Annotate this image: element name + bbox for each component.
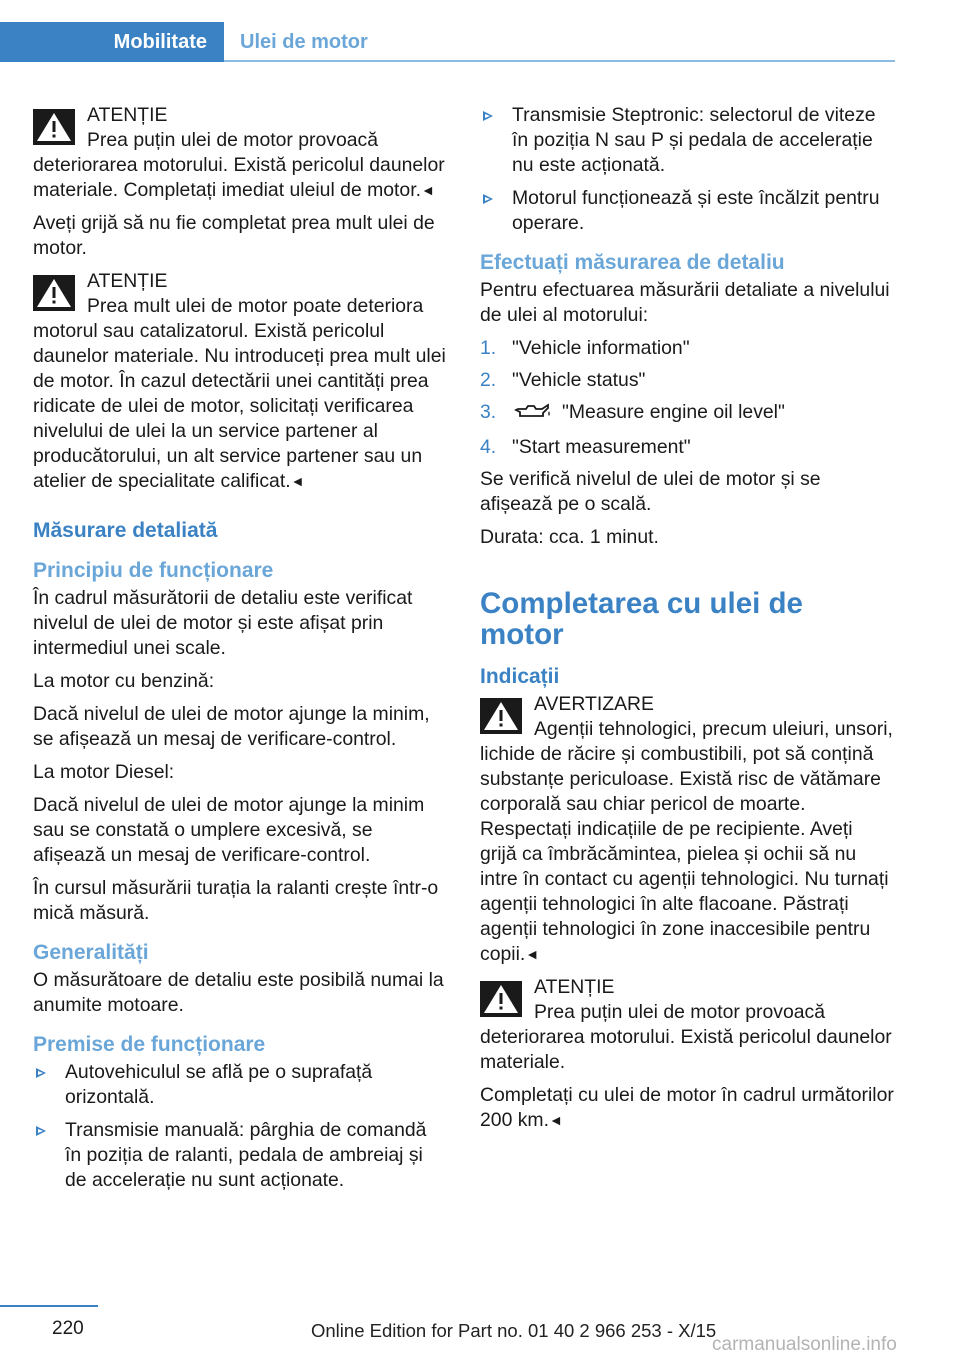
- section-heading: Măsurare detaliată: [33, 519, 218, 542]
- subsection-heading: Efectuați măsurarea de detaliu: [480, 251, 785, 274]
- step-text: "Measure engine oil level": [562, 401, 785, 423]
- step-text: "Vehicle status": [512, 369, 646, 391]
- tab-ulei-de-motor: Ulei de motor: [240, 30, 368, 53]
- step-number: 4.: [480, 436, 497, 458]
- list-item: [480, 400, 894, 428]
- page-number: 220: [52, 1318, 84, 1339]
- warning-title: AVERTIZARE: [534, 693, 654, 715]
- paragraph: Pentru efectuarea măsurării detaliate a nivelului de ulei al motorului:: [480, 279, 890, 326]
- paragraph: Se verifică nivelul de ulei de motor și se afișează pe o scală.: [480, 468, 821, 515]
- list-item: Transmisie manuală: pârghia de comandă în poziția de ralanti, pedala de ambreiaj și de accelerație nu sunt acționate.: [33, 1118, 447, 1193]
- paragraph: [480, 1083, 894, 1133]
- prerequisite-list: [33, 1060, 447, 1193]
- paragraph: Aveți grijă să nu fie completat prea mult ulei de motor.: [33, 212, 435, 259]
- warning-title: ATENȚIE: [87, 104, 168, 126]
- header-rule: [224, 60, 895, 62]
- end-mark: ◄: [525, 946, 540, 962]
- watermark: carmanualsonline.info: [712, 1334, 897, 1355]
- step-number: 1.: [480, 337, 497, 359]
- footer-edition: Online Edition for Part no. 01 40 2 966 253 - X/15: [311, 1320, 717, 1341]
- paragraph-text: Completați cu ulei de motor în cadrul următorilor 200 km.: [480, 1084, 894, 1131]
- paragraph: În cadrul măsurătorii de detaliu este verificat nivelul de ulei de motor și este afișat prin intermediul unei scale.: [33, 587, 413, 659]
- warning-text: Agenții tehnologici, precum uleiuri, unsori, lichide de răcire și combustibili, pot să conțină substanțe periculoase. Există risc de vătămare corporală sau chiar pericol de moarte. Respectați indicațiile de pe recipiente. Aveți grijă ca îmbrăcămintea, pielea și ochii să nu intre în contact cu agenții tehnologici. Nu turnați agenții tehnologici în alte flacoane. Păstrați agenții tehnologici în zone inaccesibile pentru copii.: [480, 718, 893, 965]
- warning-text: Prea puțin ulei de motor provoacă deteriorarea motorului. Există pericolul daunelor materiale. Completați imediat uleiul de motor.: [33, 129, 445, 201]
- paragraph: O măsurătoare de detaliu este posibilă numai la anumite motoare.: [33, 969, 444, 1016]
- warning-title: ATENȚIE: [534, 976, 615, 998]
- paragraph: Durata: cca. 1 minut.: [480, 526, 659, 548]
- right-column: [480, 103, 894, 1141]
- warning-block: [33, 269, 447, 494]
- warning-triangle-icon: [480, 698, 522, 734]
- page-number-rule: [0, 1305, 98, 1307]
- engine-oil-can-icon: [512, 401, 552, 428]
- list-item: Motorul funcționează și este încălzit pentru operare.: [480, 186, 894, 236]
- warning-text: Prea mult ulei de motor poate deteriora motorul sau catalizatorul. Există pericolul daunelor materiale. Nu introduceți prea mult ulei de motor. În cazul detectării unei cantități prea ridicate de ulei de motor, solicitați verificarea nivelului de ulei la un service partener al producătorului, un alt service partener sau un atelier de specialitate calificat.: [33, 295, 446, 492]
- warning-triangle-icon: [33, 275, 75, 311]
- list-item: [480, 435, 894, 460]
- warning-block: [480, 975, 894, 1075]
- subsection-heading: Generalități: [33, 941, 149, 964]
- prerequisite-list-continued: [480, 103, 894, 236]
- warning-triangle-icon: [480, 981, 522, 1017]
- paragraph: În cursul măsurării turația la ralanti crește într-o mică măsură.: [33, 877, 439, 924]
- header-tabbar: [0, 22, 895, 64]
- left-column: [33, 103, 447, 1201]
- end-mark: ◄: [421, 182, 435, 198]
- paragraph: Dacă nivelul de ulei de motor ajunge la minim, se afișează un mesaj de verificare-control.: [33, 703, 430, 750]
- paragraph: La motor cu benzină:: [33, 670, 215, 692]
- paragraph: Dacă nivelul de ulei de motor ajunge la minim sau se constată o umplere excesivă, se afișează un mesaj de verificare-control.: [33, 794, 425, 866]
- subsection-heading: Principiu de funcționare: [33, 559, 274, 582]
- paragraph: La motor Diesel:: [33, 761, 175, 783]
- end-mark: ◄: [548, 1112, 563, 1128]
- warning-title: ATENȚIE: [87, 270, 168, 292]
- list-item: [480, 368, 894, 393]
- step-number: 2.: [480, 369, 497, 391]
- subsection-heading: Premise de funcționare: [33, 1033, 266, 1056]
- list-item: Autovehiculul se află pe o suprafață orizontală.: [33, 1060, 447, 1110]
- subsection-heading: Indicații: [480, 665, 560, 688]
- warning-text: Prea puțin ulei de motor provoacă deteriorarea motorului. Există pericolul daunelor materiale.: [480, 1001, 892, 1073]
- chapter-heading: Completarea cu ulei de motor: [480, 587, 803, 651]
- warning-block: [480, 692, 894, 967]
- list-item: Transmisie Steptronic: selectorul de viteze în poziția N sau P și pedala de accelerație nu este acționată.: [480, 103, 894, 178]
- step-number: 3.: [480, 401, 497, 423]
- warning-triangle-icon: [33, 109, 75, 145]
- step-text: "Vehicle information": [512, 337, 690, 359]
- list-item: [480, 336, 894, 361]
- step-text: "Start measurement": [512, 436, 691, 458]
- steps-list: [480, 336, 894, 460]
- warning-block: [33, 103, 447, 203]
- end-mark: ◄: [290, 473, 305, 489]
- tab-mobilitate: Mobilitate: [0, 22, 224, 62]
